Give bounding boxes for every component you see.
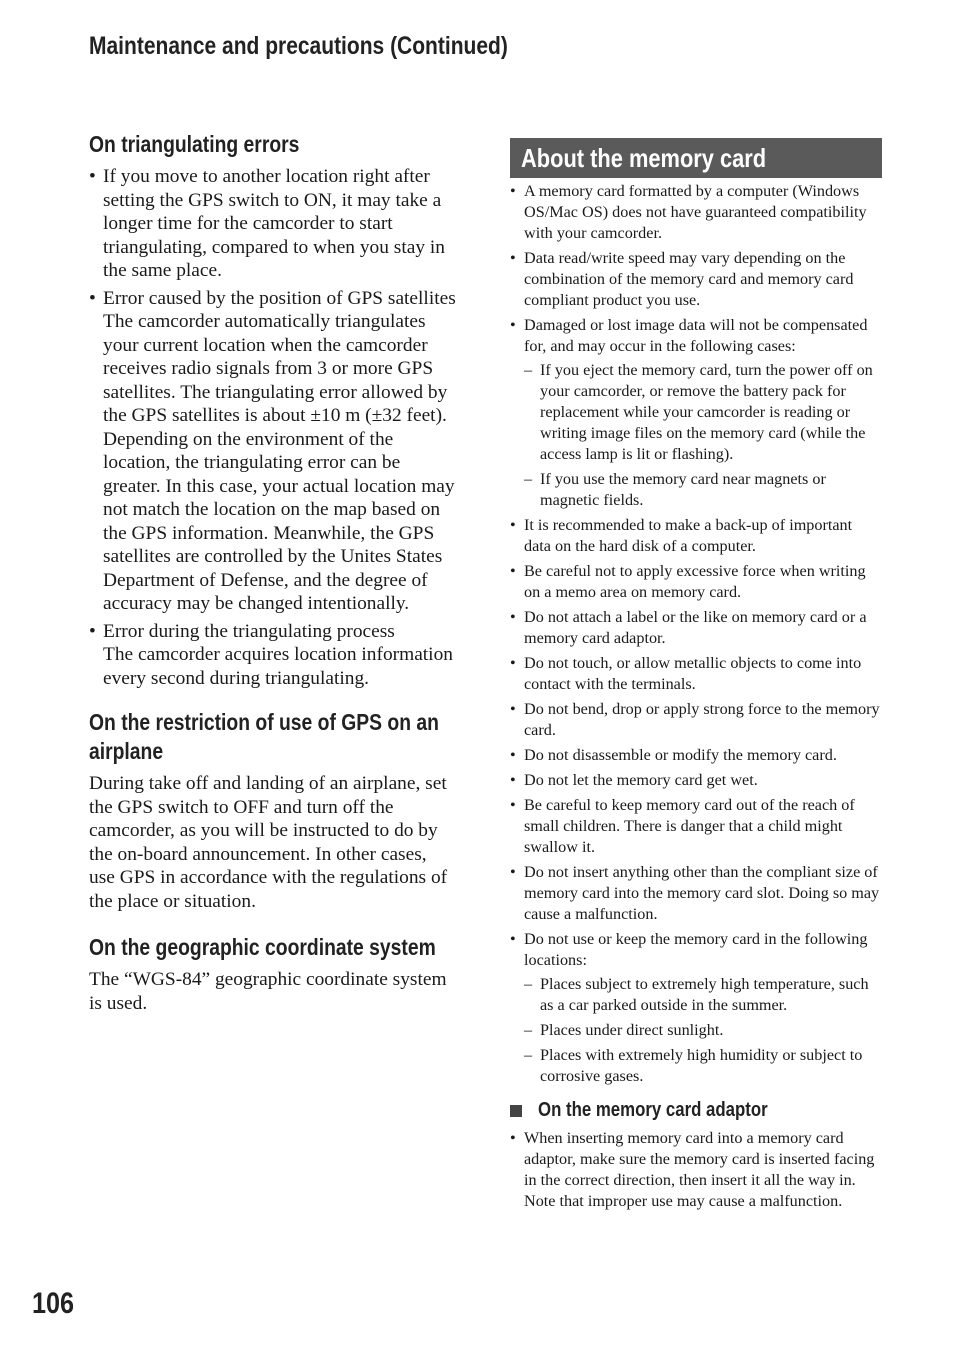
list-item bbox=[89, 287, 457, 616]
list-item: • A memory card formatted by a computer (Windows OS/Mac OS) does not have guaranteed compatibility with your camcorder. bbox=[510, 181, 882, 244]
sub-list-item: – Places under direct sunlight. bbox=[524, 1020, 882, 1041]
adaptor-list bbox=[510, 1128, 882, 1212]
sub-list-item: – Places subject to extremely high temperature, such as a car parked outside in the summer. bbox=[524, 974, 882, 1016]
item-text: • If you move to another location right after setting the GPS switch to ON, it may take a longer time for the camcorder to start triangulating, compared to when you stay in the same place. bbox=[103, 166, 445, 281]
list-item: • When inserting memory card into a memory card adaptor, make sure the memory card is inserted facing in the correct direction, then insert it all the way in. Note that improper use may cause a malfunction. bbox=[510, 1128, 882, 1212]
list-item: • Do not let the memory card get wet. bbox=[510, 770, 882, 791]
item-text: The camcorder acquires location information every second during triangulating. bbox=[103, 644, 453, 689]
list-item: • Be careful to keep memory card out of the reach of small children. There is danger that a child might swallow it. bbox=[510, 795, 882, 858]
item-text: Do not use or keep the memory card in the following locations: bbox=[524, 930, 868, 969]
triangulating-heading: On triangulating errors bbox=[89, 131, 300, 157]
right-column bbox=[510, 138, 882, 1216]
list-item: • Do not disassemble or modify the memory card. bbox=[510, 745, 882, 766]
coordinate-heading: On the geographic coordinate system bbox=[89, 934, 436, 960]
item-title: • Error during the triangulating process bbox=[103, 620, 395, 642]
list-item: • Do not touch, or allow metallic objects to come into contact with the terminals. bbox=[510, 653, 882, 695]
airplane-heading: On the restriction of use of GPS on an airplane bbox=[89, 709, 439, 764]
item-text: The camcorder automatically triangulates your current location when the camcorder receives radio signals from 3 or more GPS satellites. The triangulating error allowed by the GPS satellites is about ±10 m (±32 feet). Depending on the environment of the location, the triangulating error can be greater. In this case, your actual location may not match the location on the map based on the GPS information. Meanwhile, the GPS satellites are controlled by the Unites States Department of Defense, and the degree of accuracy may be changed intentionally. bbox=[103, 311, 455, 614]
item-text: Damaged or lost image data will not be compensated for, and may occur in the following cases: bbox=[524, 316, 868, 355]
item-title: • Error caused by the position of GPS satellites bbox=[103, 287, 456, 309]
left-column bbox=[89, 130, 457, 1015]
running-head: Maintenance and precautions (Continued) bbox=[89, 32, 508, 60]
list-item: • Do not insert anything other than the compliant size of memory card into the memory card slot. Doing so may cause a malfunction. bbox=[510, 862, 882, 925]
list-item: • Be careful not to apply excessive force when writing on a memo area on memory card. bbox=[510, 561, 882, 603]
list-item bbox=[89, 620, 457, 691]
list-item bbox=[510, 315, 882, 511]
sub-list-item: – If you use the memory card near magnets or magnetic fields. bbox=[524, 469, 882, 511]
list-item: • Do not attach a label or the like on memory card or a memory card adaptor. bbox=[510, 607, 882, 649]
list-item: • It is recommended to make a back-up of important data on the hard disk of a computer. bbox=[510, 515, 882, 557]
list-item bbox=[89, 165, 457, 283]
airplane-paragraph: During take off and landing of an airplane, set the GPS switch to OFF and turn off the camcorder, as you will be instructed to do by the on-board announcement. In other cases, use GPS in accordance with the regulations of the place or situation. bbox=[89, 773, 448, 912]
locations-list bbox=[524, 974, 882, 1087]
coordinate-paragraph: The “WGS-84” geographic coordinate system is used. bbox=[89, 969, 447, 1014]
list-item: • Do not bend, drop or apply strong force to the memory card. bbox=[510, 699, 882, 741]
memory-card-banner: About the memory card bbox=[510, 138, 882, 178]
list-item: • Data read/write speed may vary depending on the combination of the memory card and memory card compliant product you use. bbox=[510, 248, 882, 311]
memory-card-list bbox=[510, 181, 882, 1087]
sub-list-item: – If you eject the memory card, turn the power off on your camcorder, or remove the battery pack for replacement while your camcorder is reading or writing image files on the memory card (while the access lamp is lit or flashing). bbox=[524, 360, 882, 465]
damage-cases-list bbox=[524, 360, 882, 511]
sub-list-item: – Places with extremely high humidity or subject to corrosive gases. bbox=[524, 1045, 882, 1087]
list-item bbox=[510, 929, 882, 1087]
triangulating-list bbox=[89, 165, 457, 690]
page-number: 106 bbox=[32, 1287, 75, 1320]
adaptor-heading: On the memory card adaptor bbox=[510, 1099, 882, 1122]
square-bullet-icon bbox=[510, 1105, 522, 1117]
